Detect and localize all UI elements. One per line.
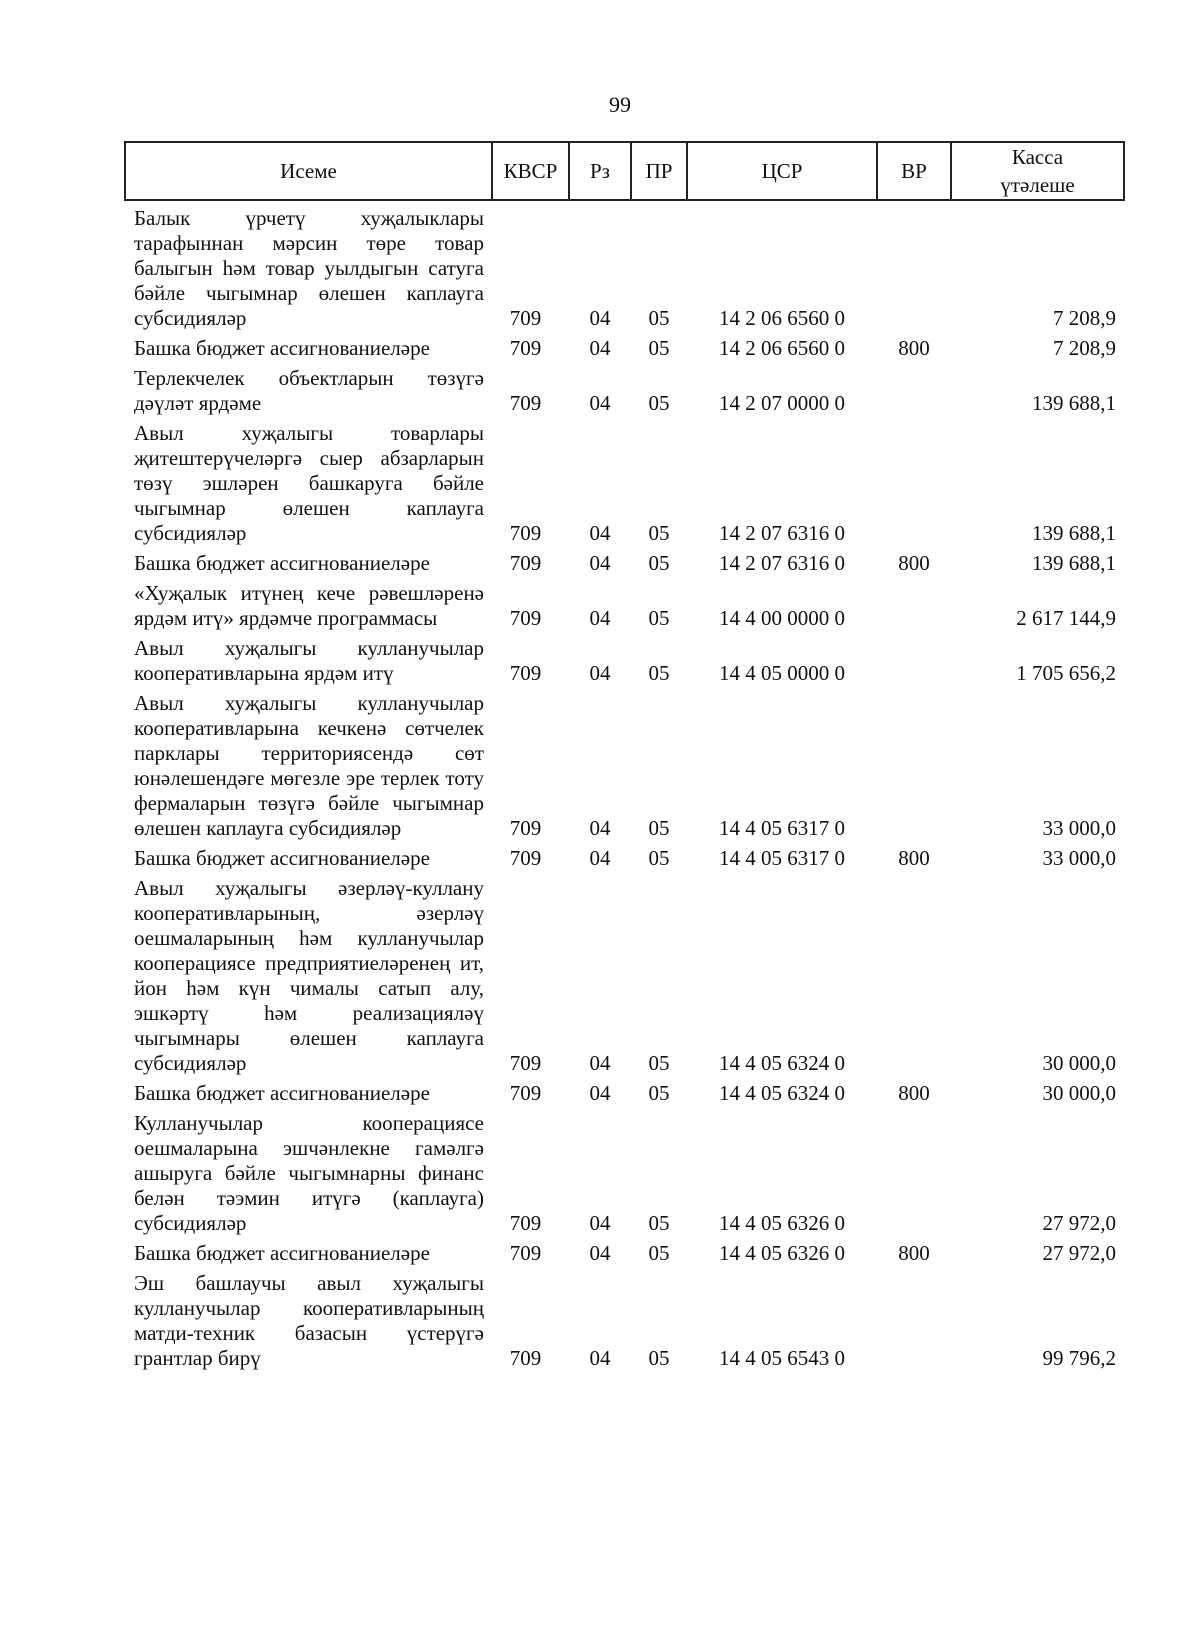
row-name	[125, 871, 492, 1076]
row-kvsr: 709	[509, 306, 542, 330]
row-name-text: Башка бюджет ассигнованиеләре	[134, 1081, 430, 1105]
row-csr: 14 4 05 6317 0	[719, 846, 845, 870]
header-vr: ВР	[877, 142, 951, 200]
header-cash-execution	[951, 142, 1124, 200]
row-sum: 33 000,0	[1042, 846, 1116, 870]
row-csr: 14 2 06 6560 0	[719, 336, 845, 360]
row-sum: 7 208,9	[1053, 306, 1116, 330]
row-pr: 05	[648, 1211, 670, 1235]
row-name	[125, 576, 492, 631]
row-vr	[877, 1106, 951, 1236]
table-row	[125, 841, 1124, 871]
row-pr: 05	[648, 1241, 670, 1265]
header-csr: ЦСР	[687, 142, 877, 200]
table-row	[125, 576, 1124, 631]
row-vr: 800	[898, 846, 930, 870]
table-row	[125, 1106, 1124, 1236]
row-pr: 05	[648, 816, 670, 840]
row-kvsr: 709	[509, 816, 542, 840]
row-kvsr: 709	[509, 1051, 542, 1075]
row-sum: 27 972,0	[1042, 1211, 1116, 1235]
row-name-text: Авыл хуҗалыгы әзерләү-куллану кооперативларының, әзерләү оешмаларының һәм кулланучылар кооперациясе предприятиеләренең ит, йон һәм күн чималы сатып алу, эшкәртү һәм реализацияләү чыгымнары өлешен каплауга субсидияләр	[134, 876, 484, 1075]
table-row	[125, 871, 1124, 1076]
table-row	[125, 416, 1124, 546]
row-sum: 139 688,1	[1032, 391, 1116, 415]
row-csr: 14 4 00 0000 0	[719, 606, 845, 630]
row-name-text: Башка бюджет ассигнованиеләре	[134, 846, 430, 870]
row-kvsr: 709	[509, 661, 542, 685]
row-vr	[877, 576, 951, 631]
row-csr: 14 4 05 6326 0	[719, 1241, 845, 1265]
row-name-text: Башка бюджет ассигнованиеләре	[134, 1241, 430, 1265]
row-name	[125, 841, 492, 871]
header-rz: Рз	[569, 142, 631, 200]
row-name-text: Башка бюджет ассигнованиеләре	[134, 336, 430, 360]
row-name-text: Эш башлаучы авыл хуҗалыгы кулланучылар кооперативларының матди-техник базасын үстерүгә грантлар бирү	[134, 1271, 484, 1370]
row-sum: 139 688,1	[1032, 521, 1116, 545]
header-pr: ПР	[631, 142, 687, 200]
row-pr: 05	[648, 1081, 670, 1105]
row-sum: 30 000,0	[1042, 1051, 1116, 1075]
row-name-text: Авыл хуҗалыгы кулланучылар кооперативларына ярдәм итү	[134, 636, 484, 685]
row-rz: 04	[589, 336, 611, 360]
row-name	[125, 1076, 492, 1106]
row-vr	[877, 361, 951, 416]
table-header	[125, 142, 1124, 200]
row-name	[125, 1236, 492, 1266]
row-name	[125, 200, 492, 331]
row-name	[125, 1266, 492, 1371]
row-rz: 04	[589, 1346, 611, 1370]
budget-table	[124, 141, 1125, 1371]
table-row	[125, 1076, 1124, 1106]
row-pr: 05	[648, 551, 670, 575]
row-vr: 800	[898, 551, 930, 575]
row-sum: 27 972,0	[1042, 1241, 1116, 1265]
row-name-text: Балык үрчетү хуҗалыклары тарафыннан мәрсин төре товар балыгын һәм товар уылдыгын сатуга бәйле чыгымнар өлешен каплауга субсидияләр	[134, 206, 484, 330]
row-vr	[877, 200, 951, 331]
row-name	[125, 1106, 492, 1236]
table-row	[125, 631, 1124, 686]
row-sum: 1 705 656,2	[1016, 661, 1116, 685]
table-body	[125, 200, 1124, 1371]
row-vr: 800	[898, 336, 930, 360]
row-kvsr: 709	[509, 846, 542, 870]
row-vr	[877, 871, 951, 1076]
row-csr: 14 2 07 6316 0	[719, 551, 845, 575]
row-name	[125, 546, 492, 576]
row-rz: 04	[589, 521, 611, 545]
row-name-text: «Хуҗалык итүнең кече рәвешләренә ярдәм итү» ярдәмче программасы	[134, 581, 484, 630]
row-sum: 2 617 144,9	[1016, 606, 1116, 630]
row-pr: 05	[648, 336, 670, 360]
row-sum: 30 000,0	[1042, 1081, 1116, 1105]
row-kvsr: 709	[509, 606, 542, 630]
row-csr: 14 2 07 6316 0	[719, 521, 845, 545]
page-number: 99	[609, 92, 631, 117]
row-name	[125, 416, 492, 546]
row-sum: 33 000,0	[1042, 816, 1116, 840]
row-pr: 05	[648, 606, 670, 630]
table-row	[125, 546, 1124, 576]
row-csr: 14 4 05 6324 0	[719, 1081, 845, 1105]
row-kvsr: 709	[509, 336, 542, 360]
row-pr: 05	[648, 391, 670, 415]
row-rz: 04	[589, 846, 611, 870]
table-row	[125, 200, 1124, 331]
row-kvsr: 709	[509, 391, 542, 415]
row-pr: 05	[648, 1346, 670, 1370]
row-rz: 04	[589, 391, 611, 415]
row-rz: 04	[589, 1241, 611, 1265]
row-vr	[877, 416, 951, 546]
row-name	[125, 361, 492, 416]
row-rz: 04	[589, 1081, 611, 1105]
row-rz: 04	[589, 306, 611, 330]
row-vr: 800	[898, 1081, 930, 1105]
table-row	[125, 361, 1124, 416]
header-name: Исеме	[125, 142, 492, 200]
table-row	[125, 1266, 1124, 1371]
row-sum: 139 688,1	[1032, 551, 1116, 575]
row-name-text: Кулланучылар кооперациясе оешмаларына эшчәнлекне гамәлгә ашыруга бәйле чыгымнарны финанс белән тәэмин итүгә (каплауга) субсидияләр	[134, 1111, 484, 1235]
row-rz: 04	[589, 1051, 611, 1075]
row-rz: 04	[589, 816, 611, 840]
row-rz: 04	[589, 551, 611, 575]
header-sum-line1: Касса	[1011, 145, 1064, 169]
header-kvsr: КВСР	[492, 142, 569, 200]
row-rz: 04	[589, 1211, 611, 1235]
row-name-text: Авыл хуҗалыгы товарлары җитештерүчеләргә сыер абзарларын төзү эшләрен башкаруга бәйле чыгымнар өлешен каплауга субсидияләр	[134, 421, 484, 545]
row-csr: 14 2 07 0000 0	[719, 391, 845, 415]
row-csr: 14 4 05 6317 0	[719, 816, 845, 840]
row-kvsr: 709	[509, 551, 542, 575]
row-kvsr: 709	[509, 1241, 542, 1265]
table-row	[125, 686, 1124, 841]
row-pr: 05	[648, 846, 670, 870]
row-rz: 04	[589, 661, 611, 685]
row-name-text: Башка бюджет ассигнованиеләре	[134, 551, 430, 575]
row-pr: 05	[648, 661, 670, 685]
row-vr	[877, 1266, 951, 1371]
row-pr: 05	[648, 1051, 670, 1075]
row-vr: 800	[898, 1241, 930, 1265]
row-csr: 14 4 05 6324 0	[719, 1051, 845, 1075]
table-row	[125, 331, 1124, 361]
row-csr: 14 4 05 0000 0	[719, 661, 845, 685]
row-csr: 14 2 06 6560 0	[719, 306, 845, 330]
row-name-text: Авыл хуҗалыгы кулланучылар кооперативларына кечкенә сөтчелек парклары территориясендә сөт юнәлешендәге мөгезле эре терлек тоту фермаларын төзүгә бәйле чыгымнар өлешен каплауга субсидияләр	[134, 691, 484, 840]
row-kvsr: 709	[509, 1081, 542, 1105]
row-kvsr: 709	[509, 1346, 542, 1370]
row-name	[125, 331, 492, 361]
row-kvsr: 709	[509, 521, 542, 545]
table-row	[125, 1236, 1124, 1266]
row-sum: 99 796,2	[1042, 1346, 1116, 1370]
row-vr	[877, 686, 951, 841]
row-pr: 05	[648, 306, 670, 330]
row-name	[125, 686, 492, 841]
row-pr: 05	[648, 521, 670, 545]
row-sum: 7 208,9	[1053, 336, 1116, 360]
row-vr	[877, 631, 951, 686]
header-sum-line2: үтәлеше	[1000, 173, 1075, 197]
row-rz: 04	[589, 606, 611, 630]
row-csr: 14 4 05 6326 0	[719, 1211, 845, 1235]
row-kvsr: 709	[509, 1211, 542, 1235]
row-csr: 14 4 05 6543 0	[719, 1346, 845, 1370]
row-name	[125, 631, 492, 686]
row-name-text: Терлекчелек объектларын төзүгә дәүләт ярдәме	[134, 366, 484, 415]
